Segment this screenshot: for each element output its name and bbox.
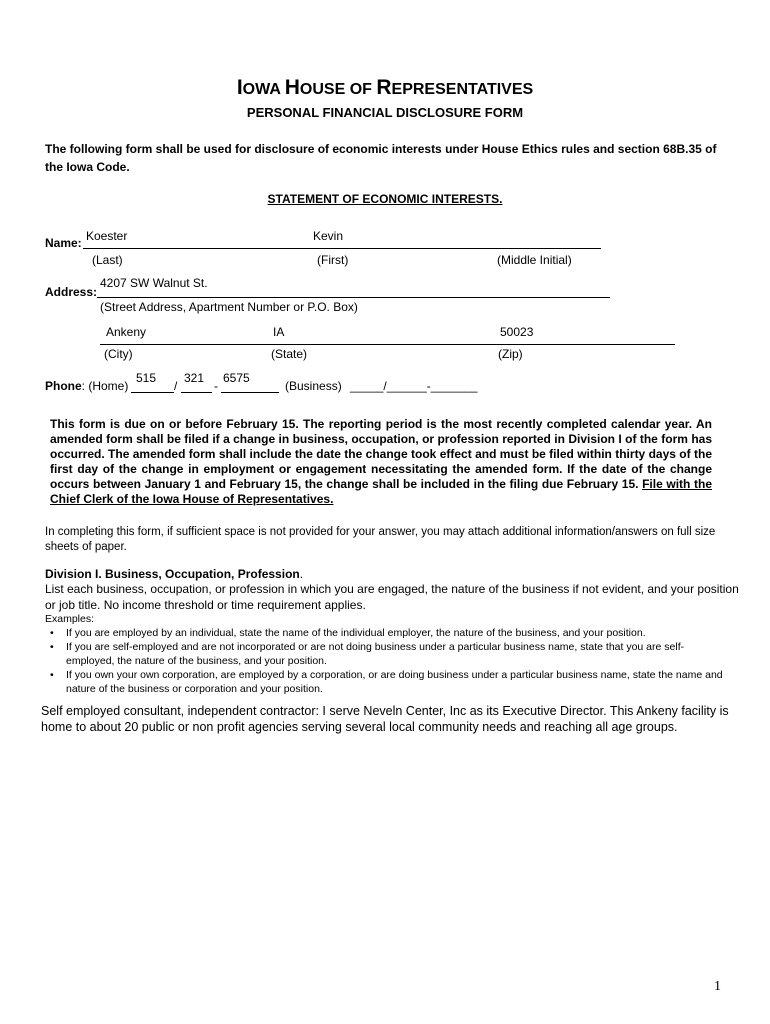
first-name-field[interactable]: Kevin [313, 229, 344, 243]
phone-label: Phone: (Home) [45, 379, 129, 393]
business-phone-field[interactable]: _____/______-_______ [350, 379, 478, 393]
home-line-underline [221, 392, 279, 393]
street-address-field[interactable]: 4207 SW Walnut St. [100, 276, 208, 290]
middle-initial-caption: (Middle Initial) [497, 253, 572, 267]
zip-caption: (Zip) [498, 347, 523, 361]
name-underline [83, 248, 601, 249]
city-caption: (City) [104, 347, 133, 361]
intro-text: The following form shall be used for disclosure of economic interests under House Ethics rules and section 68B.35 of the Iowa Code. [45, 142, 717, 174]
space-note: In completing this form, if sufficient space is not provided for your answer, you may attach additional information/answers on full size sheets of paper. [45, 526, 716, 553]
business-phone-label: (Business) [285, 379, 342, 393]
last-name-field[interactable]: Koester [86, 229, 128, 243]
home-line-number-field[interactable]: 6575 [223, 371, 250, 385]
examples-list [50, 626, 730, 696]
phone-dash: - [214, 379, 218, 393]
city-line-underline [100, 344, 675, 345]
division-1-description: List each business, occupation, or profession in which you are engaged, the nature of the business if not evident, and your position or job title. No income threshold or time requirement applies. [45, 582, 739, 612]
first-caption: (First) [317, 253, 349, 267]
last-caption: (Last) [92, 253, 123, 267]
middle-initial-field[interactable] [500, 229, 590, 243]
bullet-icon: • [50, 627, 54, 639]
bullet-icon: • [50, 641, 54, 653]
home-area-underline [131, 392, 174, 393]
filing-instruction: File with the Chief Clerk of the Iowa House of Representatives. [50, 477, 712, 506]
city-field[interactable]: Ankeny [106, 325, 147, 339]
list-item: • If you are employed by an individual, state the name of the individual employer, the nature of the business, and your position. [50, 627, 646, 639]
street-underline [97, 297, 610, 298]
examples-label: Examples: [45, 613, 95, 625]
division-1-title: Division I. Business, Occupation, Profession. [45, 567, 304, 581]
division-1-answer-field[interactable]: Self employed consultant, independent contractor: I serve Neveln Center, Inc as its Executive Director. This Ankeny facility is home to about 20 public or non profit agencies serving several local community needs and reaching all age groups. [41, 704, 729, 734]
bullet-icon: • [50, 669, 54, 681]
phone-slash: / [174, 379, 178, 393]
home-prefix-underline [181, 392, 212, 393]
zip-field[interactable]: 50023 [500, 325, 534, 339]
statement-heading: STATEMENT OF ECONOMIC INTERESTS. [267, 192, 503, 206]
street-caption: (Street Address, Apartment Number or P.O. Box) [100, 300, 358, 314]
home-prefix-field[interactable]: 321 [184, 371, 205, 385]
page-number: 1 [714, 979, 721, 994]
form-title: IOWA HOUSE OF REPRESENTATIVES [236, 76, 534, 99]
address-label: Address: [45, 285, 98, 299]
form-subtitle: PERSONAL FINANCIAL DISCLOSURE FORM [246, 105, 524, 120]
state-field[interactable]: IA [273, 325, 285, 339]
home-area-code-field[interactable]: 515 [136, 371, 157, 385]
name-label: Name: [45, 236, 82, 250]
list-item: • If you are self-employed and are not incorporated or are not doing business under a particular business name, state that you are self-employed, the nature of the business, and your position. [50, 641, 685, 667]
filing-notice: This form is due on or before February 15. The reporting period is the most recently completed calendar year. An amended form shall be filed if a change in business, occupation, or profession reported in Division I of the form has occurred. The amended form shall include the date the change took effect and must be filed within thirty days of the first day of the change in employment or engagement necessitating the amended form. If the date of the change occurs between January 1 and February 15, the change shall be included in the filing due February 15. File with the Chief Clerk of the Iowa House of Representatives. [50, 417, 712, 506]
state-caption: (State) [271, 347, 308, 361]
list-item: • If you own your own corporation, are employed by a corporation, or are doing business under a particular business name, state the name and nature of the business or corporation and your position. [50, 669, 723, 695]
